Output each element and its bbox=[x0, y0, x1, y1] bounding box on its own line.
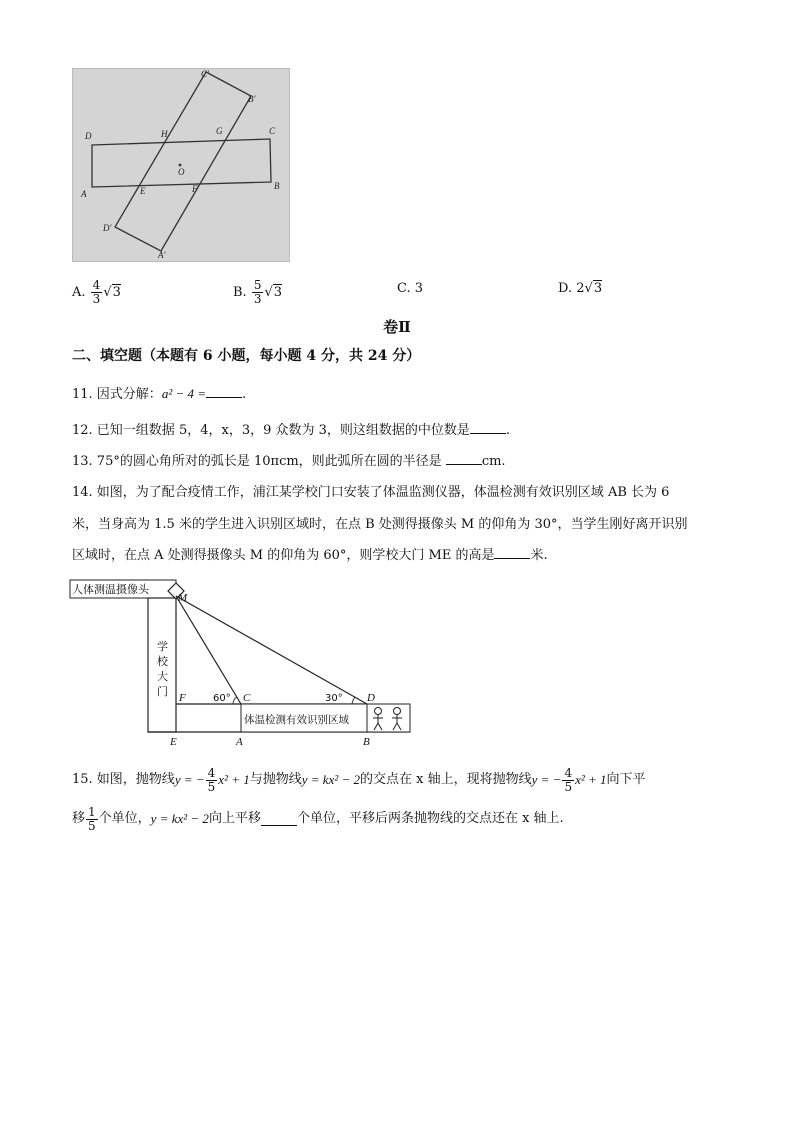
gate-label-char: 校 bbox=[157, 655, 168, 668]
question-14-line-2: 米，当身高为 1.5 米的学生进入识别区域时，在点 B 处测得摄像头 M 的仰角为 30°，当学生刚好离开识别 bbox=[72, 517, 688, 532]
point-d: D bbox=[367, 692, 375, 704]
option-d[interactable]: D. 2√3 bbox=[558, 281, 603, 296]
point-a: A bbox=[236, 736, 243, 748]
section-title: 卷Ⅱ bbox=[383, 318, 411, 336]
camera-label: 人体测温摄像头 bbox=[72, 583, 149, 596]
question-11: 11. 因式分解：a² − 4 = . bbox=[72, 386, 247, 402]
question-12: 12. 已知一组数据 5，4，x，3，9 众数为 3，则这组数据的中位数是 . bbox=[72, 423, 511, 438]
question-14-line-3: 区域时，在点 A 处测得摄像头 M 的仰角为 60°，则学校大门 ME 的高是 米. bbox=[72, 548, 548, 563]
angle-60-label: 60° bbox=[213, 693, 231, 704]
label-c-prime: C' bbox=[201, 69, 209, 79]
overlapping-rectangles-figure bbox=[73, 69, 289, 261]
label-e: E bbox=[140, 186, 146, 196]
point-c: C bbox=[243, 692, 251, 704]
gate-label-char: 门 bbox=[157, 685, 168, 698]
part-heading: 二、填空题（本题有 6 小题，每小题 4 分，共 24 分） bbox=[72, 348, 421, 364]
label-a-prime: A' bbox=[158, 250, 166, 260]
label-b: B bbox=[274, 181, 280, 191]
label-c: C bbox=[269, 126, 276, 136]
label-f: F bbox=[192, 184, 198, 194]
question-14-line-1: 14. 如图，为了配合疫情工作，浦江某学校门口安装了体温监测仪器，体温检测有效识别区域 AB 长为 6 bbox=[72, 485, 670, 500]
answer-blank-12[interactable] bbox=[470, 421, 506, 434]
point-f: F bbox=[179, 692, 186, 704]
point-m: M bbox=[178, 592, 188, 604]
point-e: E bbox=[170, 736, 177, 748]
option-b[interactable]: B. $\frac{5}{3}$ √3 bbox=[233, 278, 283, 306]
figure-10-photo bbox=[72, 68, 290, 262]
answer-blank-14[interactable] bbox=[494, 546, 530, 559]
figure-14 bbox=[60, 574, 430, 750]
label-a: A bbox=[81, 189, 87, 199]
answer-blank-11[interactable] bbox=[206, 385, 242, 398]
option-a[interactable]: A. $\frac{4}{3}$ √3 bbox=[72, 278, 121, 306]
answer-blank-13[interactable] bbox=[446, 452, 482, 465]
point-b: B bbox=[363, 736, 370, 748]
label-b-prime: B' bbox=[248, 94, 256, 104]
label-h: H bbox=[161, 129, 168, 139]
gate-label-char: 大 bbox=[157, 670, 168, 683]
label-d: D bbox=[85, 131, 92, 141]
question-15-line-1: 15. 如图，抛物线 y = − $\frac{4}{5}$ x² + 1 与抛物线 y = kx² − 2 的交点在 x 轴上，现将抛物线 y = − $\frac{4}{5}$ x² + 1 向下平 bbox=[72, 765, 646, 794]
gate-geometry-figure bbox=[60, 574, 430, 750]
question-13: 13. 75°的圆心角所对的弧长是 10πcm，则此弧所在圆的半径是 cm. bbox=[72, 454, 506, 469]
label-o: O bbox=[178, 167, 185, 177]
angle-30-label: 30° bbox=[325, 693, 343, 704]
zone-label: 体温检测有效识别区域 bbox=[244, 714, 349, 726]
question-15-line-2: 移 $\frac{1}{5}$ 个单位， y = kx² − 2 向上平移 个单位，平移后两条抛物线的交点还在 x 轴上. bbox=[72, 804, 564, 833]
label-g: G bbox=[216, 126, 223, 136]
gate-label-char: 学 bbox=[157, 640, 168, 653]
option-c[interactable]: C. 3 bbox=[397, 281, 424, 296]
answer-blank-15[interactable] bbox=[261, 813, 297, 826]
label-d-prime: D' bbox=[103, 223, 112, 233]
